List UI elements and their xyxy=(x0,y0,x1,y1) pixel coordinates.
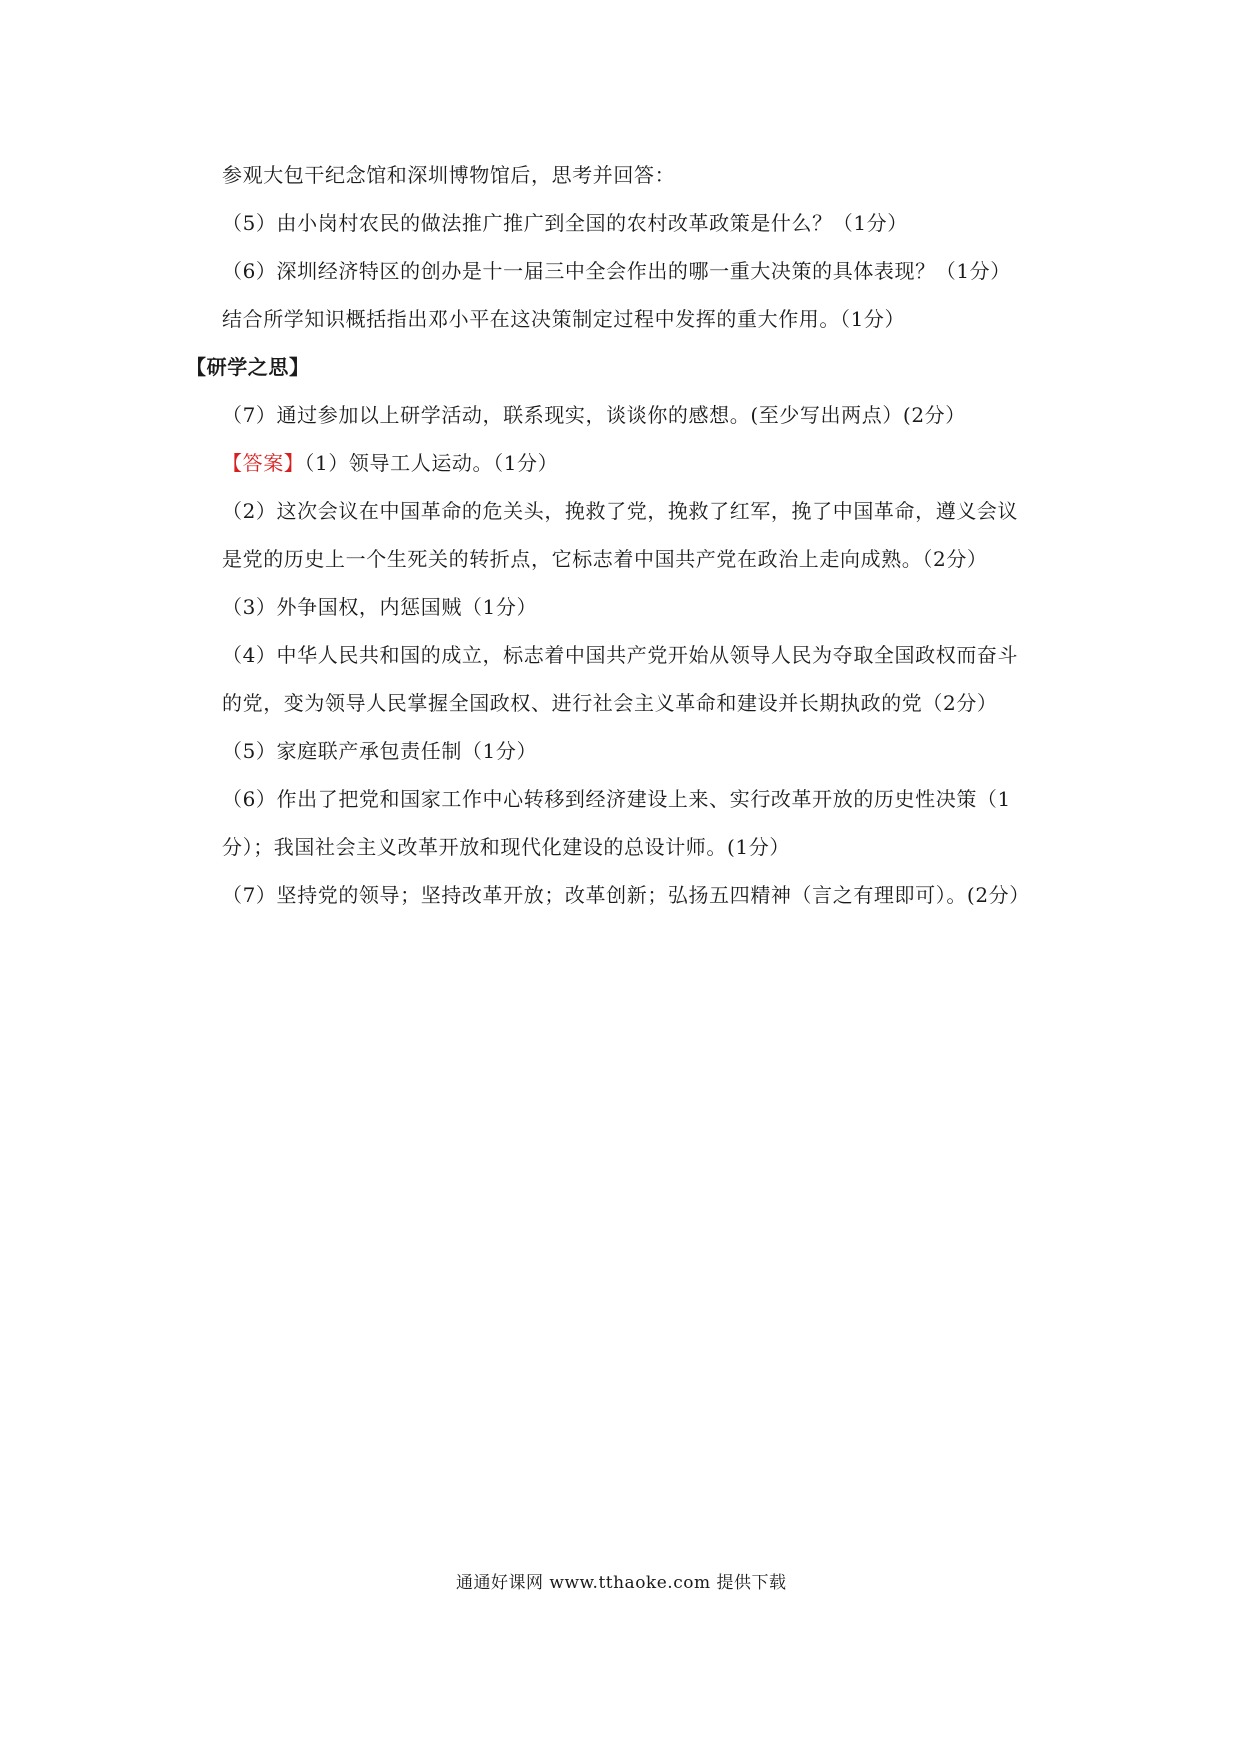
answer-1-line xyxy=(222,451,558,475)
answer-1: （1）领导工人运动。（1分） xyxy=(304,451,559,475)
answer-7: （7）坚持党的领导；坚持改革开放；改革创新；弘扬五四精神（言之有理即可）。(2分） xyxy=(222,883,1030,907)
answer-2-line-2: 是党的历史上一个生死关的转折点，它标志着中国共产党在政治上走向成熟。（2分） xyxy=(222,547,988,571)
page-footer: 通通好课网 www.tthaoke.com 提供下载 xyxy=(456,1573,787,1593)
answer-4-line-1: （4）中华人民共和国的成立，标志着中国共产党开始从领导人民为夺取全国政权而奋斗 xyxy=(222,643,1019,667)
question-7: （7）通过参加以上研学活动，联系现实，谈谈你的感想。(至少写出两点）(2分） xyxy=(222,403,966,427)
section-heading-reflection: 【研学之思】 xyxy=(186,355,310,379)
answer-3: （3）外争国权，内惩国贼（1分） xyxy=(222,595,538,619)
question-6-continuation: 结合所学知识概括指出邓小平在这决策制定过程中发挥的重大作用。（1分） xyxy=(222,307,906,331)
question-5: （5）由小岗村农民的做法推广推广到全国的农村改革政策是什么？（1分） xyxy=(222,211,908,235)
question-6: （6）深圳经济特区的创办是十一届三中全会作出的哪一重大决策的具体表现？（1分） xyxy=(222,259,1011,283)
answer-2-line-1: （2）这次会议在中国革命的危关头，挽救了党，挽救了红军，挽了中国革命，遵义会议 xyxy=(222,499,1019,523)
answer-6-line-2: 分）；我国社会主义改革开放和现代化建设的总设计师。(1分） xyxy=(222,835,790,859)
intro-text: 参观大包干纪念馆和深圳博物馆后，思考并回答： xyxy=(222,163,676,187)
answer-5: （5）家庭联产承包责任制（1分） xyxy=(222,739,538,763)
answer-6-line-1: （6）作出了把党和国家工作中心转移到经济建设上来、实行改革开放的历史性决策（1 xyxy=(222,787,1011,811)
answer-4-line-2: 的党，变为领导人民掌握全国政权、进行社会主义革命和建设并长期执政的党（2分） xyxy=(222,691,998,715)
answer-tag: 【答案】 xyxy=(222,451,305,475)
